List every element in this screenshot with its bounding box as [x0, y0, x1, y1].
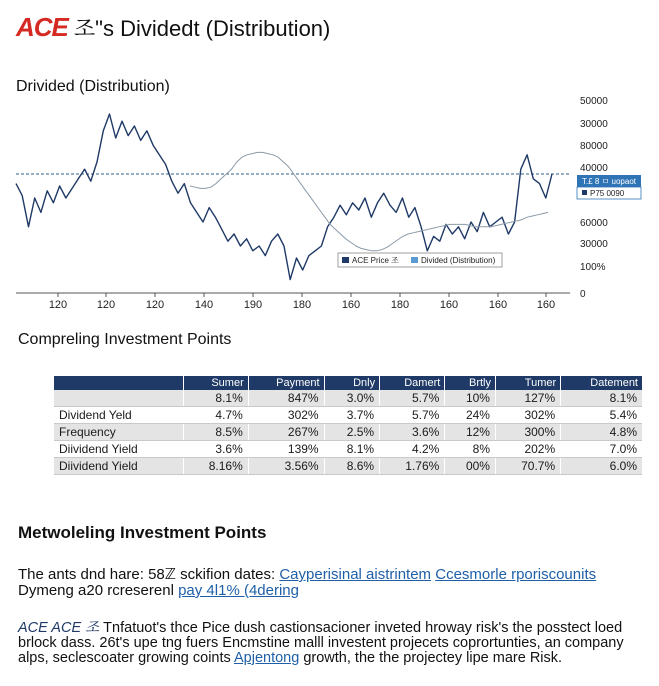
table-cell: 4.8% [561, 424, 642, 441]
table-cell: Dividend Yeld [54, 407, 183, 424]
x-tick-label: 120 [96, 299, 116, 311]
table-header-cell: Sumer [183, 376, 248, 390]
table-cell: 7.0% [561, 441, 642, 458]
link-apjentong[interactable]: Apjentong [234, 650, 300, 666]
table-cell: 8.1% [324, 441, 380, 458]
table-row [54, 458, 642, 475]
y-tick-label: 40000 [580, 163, 608, 174]
y-tick-label: 60000 [580, 218, 608, 229]
table-cell: 1.76% [380, 458, 445, 475]
table-cell: 202% [495, 441, 560, 458]
table-cell: 267% [248, 424, 324, 441]
table-cell: 3.56% [248, 458, 324, 475]
table-header-cell [54, 376, 183, 390]
table-cell: Diividend Yield [54, 458, 183, 475]
table-cell: 10% [445, 390, 496, 407]
chart-title: Drivided (Distribution) [16, 78, 170, 95]
link-ccesmorle[interactable]: Ccesmorle rporiscounits [435, 566, 597, 583]
table-cell: 3.7% [324, 407, 380, 424]
table-cell: 12% [445, 424, 496, 441]
callout-text-top: T.£ 8 ㅁ uopaot [582, 177, 636, 186]
page-title: 조"s Dividedt (Distribution) [73, 16, 331, 41]
legend-label-divided: Divided (Distribution) [421, 256, 496, 265]
investment-table [54, 376, 642, 475]
table-cell: 3.0% [324, 390, 380, 407]
page-header [16, 12, 330, 43]
table-cell: 127% [495, 390, 560, 407]
legend-swatch-divided [411, 257, 418, 263]
investment-summary-paragraph [18, 567, 648, 599]
table-cell: 847% [248, 390, 324, 407]
table-row [54, 390, 642, 407]
table-cell: 8.6% [324, 458, 380, 475]
table-cell: 5.7% [380, 390, 445, 407]
table-cell [54, 390, 183, 407]
para1-lead: The ants dnd hare: 58ℤ sckifion dates: [18, 566, 280, 583]
table-header-cell: Payment [248, 376, 324, 390]
para2-tail: growth, the the projectey lipe mare Risk. [299, 650, 563, 666]
table-header-row [54, 376, 642, 390]
table-cell: Frequency [54, 424, 183, 441]
table-cell: 302% [248, 407, 324, 424]
table-cell: 70.7% [495, 458, 560, 475]
table-cell: 2.5% [324, 424, 380, 441]
x-tick-label: 140 [194, 299, 214, 311]
link-cayperisinal[interactable]: Cayperisinal aistrintem [279, 566, 432, 583]
x-tick-label: 180 [292, 299, 312, 311]
table-header-cell: Brtly [445, 376, 496, 390]
table-cell: 3.6% [183, 441, 248, 458]
link-pay-ordering[interactable]: pay 4l1% (4dering [178, 582, 299, 599]
table-cell: 8.5% [183, 424, 248, 441]
table-cell: 4.7% [183, 407, 248, 424]
legend-swatch-price [342, 257, 349, 263]
table-cell: 8.1% [183, 390, 248, 407]
table-row [54, 441, 642, 458]
x-tick-label: 120 [145, 299, 165, 311]
x-tick-label: 180 [390, 299, 410, 311]
table-cell: 6.0% [561, 458, 642, 475]
table-cell: 302% [495, 407, 560, 424]
x-tick-label: 120 [48, 299, 68, 311]
table-cell: Diividend Yield [54, 441, 183, 458]
table-header-cell: Damert [380, 376, 445, 390]
table-cell: 3.6% [380, 424, 445, 441]
table-cell: 24% [445, 407, 496, 424]
x-tick-label: 160 [341, 299, 361, 311]
x-tick-label: 160 [536, 299, 556, 311]
para2-brand: ACE ACE 조 [18, 620, 100, 636]
table-header-cell: Dnly [324, 376, 380, 390]
table-cell: 8.1% [561, 390, 642, 407]
para2-text: Tnfatuot's thce Pice dush castionsacioner inveted hroway risk's the posstect loed brlock dass. 26t's upe tng fuers Encmstine malll investent projecets coprortunties, an company alps, seclescoater growing coints [18, 620, 624, 666]
ace-logo: ACE [16, 12, 68, 42]
table-cell: 5.7% [380, 407, 445, 424]
dividend-chart [0, 92, 659, 317]
y-tick-label: 0 [580, 289, 586, 300]
table-cell: 300% [495, 424, 560, 441]
table-cell: 8% [445, 441, 496, 458]
table-cell: 00% [445, 458, 496, 475]
section-title-comparing: Compreling Investment Points [18, 331, 232, 348]
legend-label-price: ACE Price 조 [352, 256, 399, 265]
table-row [54, 424, 642, 441]
risk-paragraph [18, 621, 648, 666]
x-tick-label: 160 [488, 299, 508, 311]
table-header-cell: Tumer [495, 376, 560, 390]
y-tick-label: 30000 [580, 119, 608, 130]
table-cell: 8.16% [183, 458, 248, 475]
y-tick-label: 100% [580, 262, 606, 273]
x-tick-label: 160 [439, 299, 459, 311]
callout-swatch [582, 190, 587, 195]
table-header-cell: Datement [561, 376, 642, 390]
x-tick-label: 190 [243, 299, 263, 311]
table-cell: 139% [248, 441, 324, 458]
callout-text-bottom: P75 0090 [590, 189, 625, 198]
y-tick-label: 50000 [580, 96, 608, 107]
table-cell: 4.2% [380, 441, 445, 458]
section-title-modeling: Metwoleling Investment Points [18, 523, 267, 542]
table-row [54, 407, 642, 424]
y-tick-label: 30000 [580, 239, 608, 250]
series-line-1 [190, 152, 548, 250]
y-tick-label: 80000 [580, 141, 608, 152]
table-cell: 5.4% [561, 407, 642, 424]
para1-line2-lead: Dymeng a20 rcreserenl [18, 582, 179, 599]
